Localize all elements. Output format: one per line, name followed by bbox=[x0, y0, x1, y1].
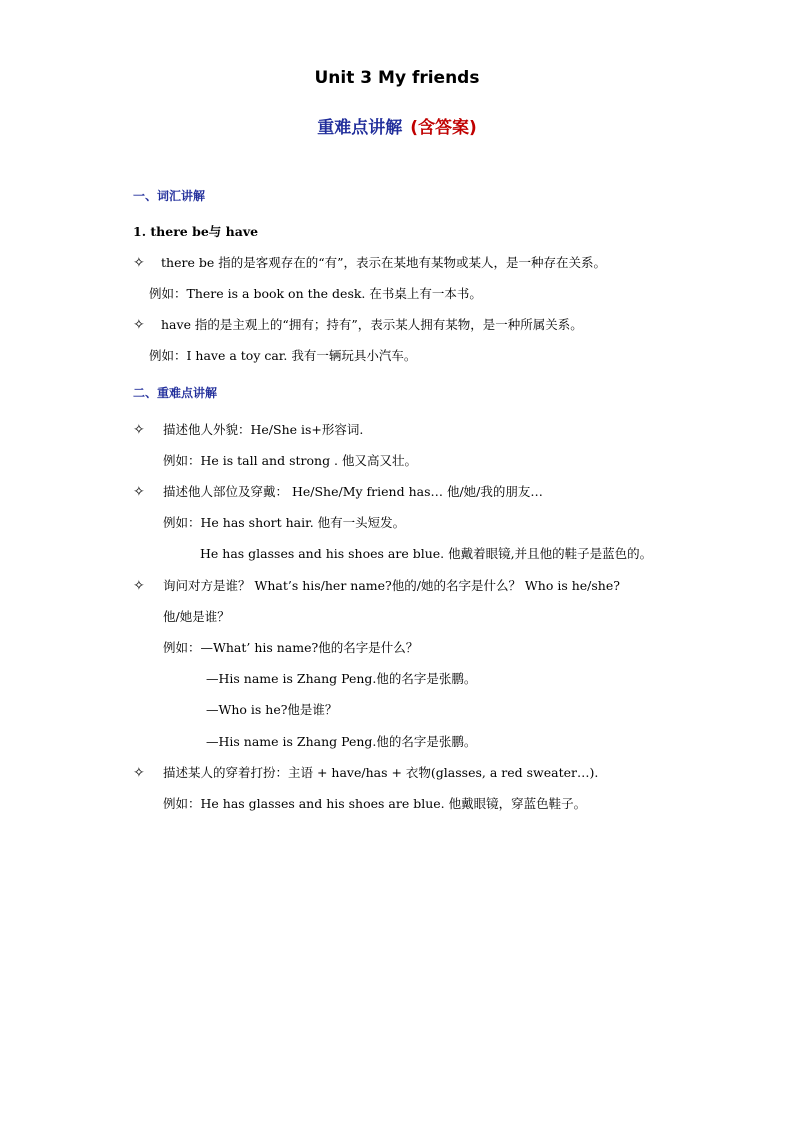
bullet-icon: ✧ bbox=[133, 578, 145, 594]
bullet-icon: ✧ bbox=[133, 765, 145, 781]
section2-line: He has glasses and his shoes are blue. 他戴着眼镜,并且他的鞋子是蓝色的。 bbox=[200, 546, 653, 561]
section1-subheading: 1. there be与 have bbox=[133, 224, 259, 239]
section1-heading: 一、词汇讲解 bbox=[133, 189, 206, 203]
section1-item: 例如：I have a toy car. 我有一辆玩具小汽车。 bbox=[149, 348, 417, 363]
subtitle-main: 重难点讲解 bbox=[317, 118, 403, 138]
bullet-icon: ✧ bbox=[133, 255, 145, 271]
subtitle-note: (含答案) bbox=[410, 118, 477, 138]
section2-line: 描述他人外貌：He/She is+形容词. bbox=[163, 422, 364, 437]
section1-item: there be 指的是客观存在的“有”，表示在某地有某物或某人，是一种存在关系。 bbox=[161, 255, 606, 270]
section2-heading: 二、重难点讲解 bbox=[133, 386, 218, 400]
section2-line: 询问对方是谁？ What’s his/her name?他的/她的名字是什么？ Who is he/she? bbox=[163, 578, 620, 593]
bullet-icon: ✧ bbox=[133, 422, 145, 438]
section2-line: 描述某人的穿着打扮：主语 + have/has + 衣物(glasses, a red sweater…). bbox=[163, 765, 599, 780]
section1-item: 例如：There is a book on the desk. 在书桌上有一本书。 bbox=[149, 286, 482, 301]
section2-line: —Who is he?他是谁？ bbox=[206, 702, 338, 717]
section2-line: 例如：He is tall and strong . 他又高又壮。 bbox=[163, 453, 417, 468]
section2-line: 他/她是谁？ bbox=[163, 609, 230, 624]
section2-line: 例如：He has short hair. 他有一头短发。 bbox=[163, 515, 406, 530]
document-subtitle bbox=[0, 113, 794, 138]
document-title: Unit 3 My friends bbox=[314, 68, 480, 88]
section2-line: 例如：He has glasses and his shoes are blue. 他戴眼镜，穿蓝色鞋子。 bbox=[163, 796, 587, 811]
section2-line: 描述他人部位及穿戴： He/She/My friend has… 他/她/我的朋友… bbox=[163, 484, 543, 499]
section1-item: have 指的是主观上的“拥有；持有”，表示某人拥有某物，是一种所属关系。 bbox=[161, 317, 583, 332]
section2-line: —His name is Zhang Peng.他的名字是张鹏。 bbox=[206, 734, 477, 749]
section2-line: 例如：—What’ his name?他的名字是什么？ bbox=[163, 640, 419, 655]
bullet-icon: ✧ bbox=[133, 317, 145, 333]
section2-line: —His name is Zhang Peng.他的名字是张鹏。 bbox=[206, 671, 477, 686]
bullet-icon: ✧ bbox=[133, 484, 145, 500]
